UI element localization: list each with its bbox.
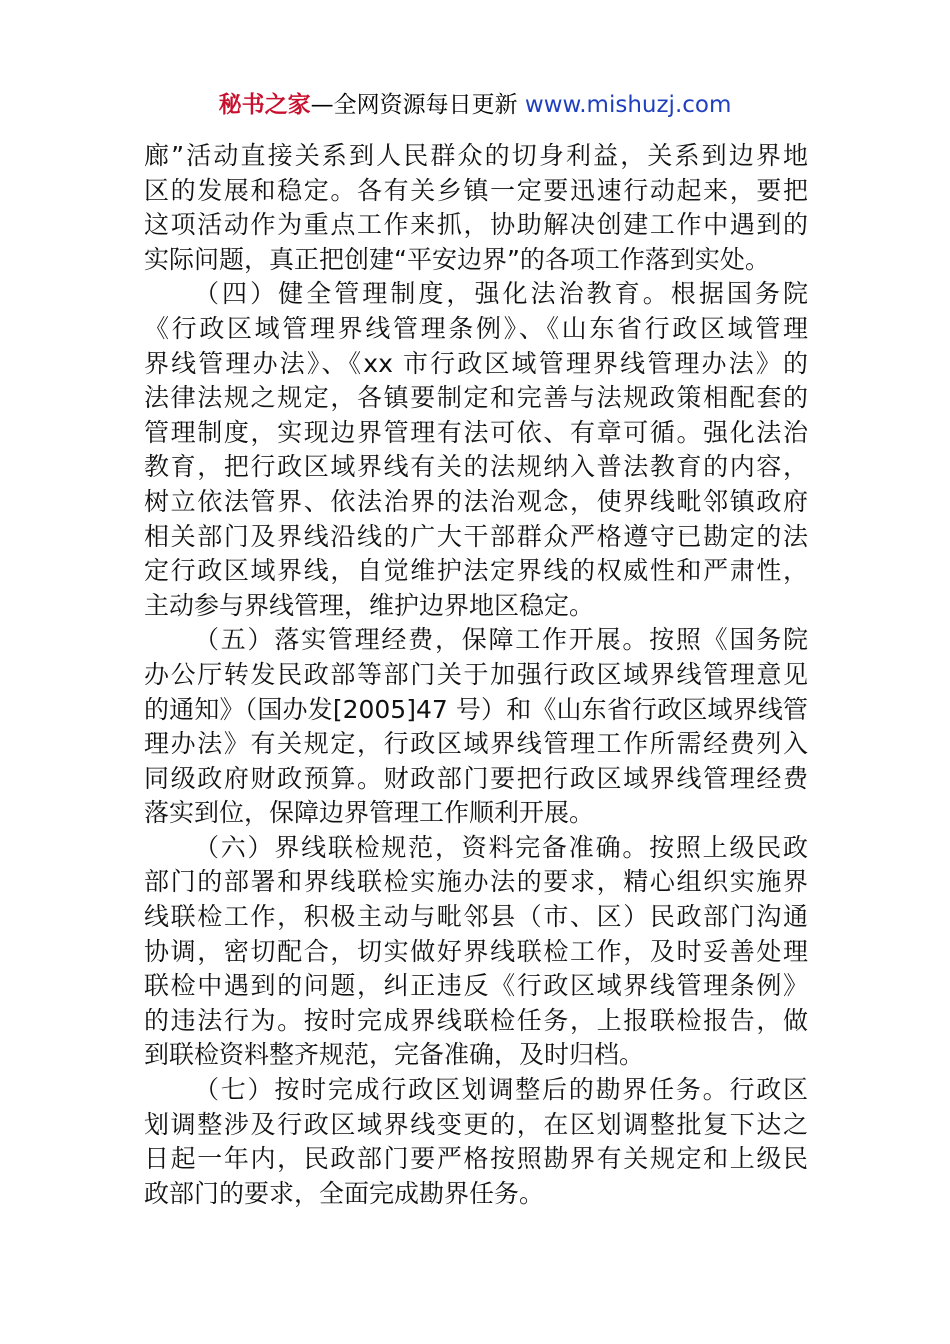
- text-line: （五）落实管理经费，保障工作开展。按照《国务院: [194, 625, 808, 655]
- text-line: 定行政区域界线，自觉维护法定界线的权威性和严肃性，: [144, 556, 808, 586]
- text-line: 相关部门及界线沿线的广大干部群众严格遵守已勘定的法: [144, 521, 808, 551]
- text-line: 管理制度，实现边界管理有法可依、有章可循。强化法治: [144, 417, 808, 447]
- text-line: 主动参与界线管理，维护边界地区稳定。: [144, 590, 595, 620]
- text-line: 同级政府财政预算。财政部门要把行政区域界线管理经费: [144, 763, 808, 793]
- page-header: [0, 88, 950, 122]
- text-line: 廊”活动直接关系到人民群众的切身利益，关系到边界地: [144, 141, 808, 170]
- header-url-link[interactable]: www.mishuzj.com: [524, 92, 732, 118]
- text-line: 的违法行为。按时完成界线联检任务，上报联检报告，做: [144, 1005, 808, 1035]
- text-line: 联检中遇到的问题，纠正违反《行政区域界线管理条例》: [144, 971, 808, 1001]
- text-line: 实际问题，真正把创建“平安边界”的各项工作落到实处。: [144, 244, 770, 274]
- text-line: 政部门的要求，全面完成勘界任务。: [144, 1178, 545, 1208]
- text-line: 协调，密切配合，切实做好界线联检工作，及时妥善处理: [144, 936, 808, 966]
- header-tagline: —全网资源每日更新: [310, 92, 525, 118]
- document-body: [144, 139, 808, 1211]
- header-brand: 秘书之家: [218, 92, 311, 118]
- text-line: 到联检资料整齐规范，完备准确，及时归档。: [144, 1040, 645, 1070]
- text-line: 树立依法管界、依法治界的法治观念，使界线毗邻镇政府: [144, 486, 808, 516]
- text-line: 《行政区域管理界线管理条例》、《山东省行政区域管理: [144, 313, 808, 343]
- text-line: （六）界线联检规范，资料完备准确。按照上级民政: [194, 832, 808, 862]
- text-line: （四）健全管理制度，强化法治教育。根据国务院: [194, 279, 808, 309]
- text-line: （七）按时完成行政区划调整后的勘界任务。行政区: [194, 1075, 808, 1105]
- paragraph-section-7: [144, 1073, 808, 1211]
- text-line: 划调整涉及行政区域界线变更的，在区划调整批复下达之: [144, 1109, 808, 1139]
- text-line: 线联检工作，积极主动与毗邻县（市、区）民政部门沟通: [144, 902, 808, 932]
- text-line: 区的发展和稳定。各有关乡镇一定要迅速行动起来，要把: [144, 175, 808, 205]
- text-line: 日起一年内，民政部门要严格按照勘界有关规定和上级民: [144, 1144, 808, 1174]
- text-line: 这项活动作为重点工作来抓，协助解决创建工作中遇到的: [144, 210, 808, 240]
- text-line: 部门的部署和界线联检实施办法的要求，精心组织实施界: [144, 867, 808, 897]
- text-line: 办公厅转发民政部等部门关于加强行政区域界线管理意见: [144, 659, 808, 689]
- text-line: 理办法》有关规定，行政区域界线管理工作所需经费列入: [144, 729, 808, 759]
- paragraph-section-6: [144, 831, 808, 1073]
- paragraph-section-4: [144, 277, 808, 623]
- paragraph-continuation: [144, 139, 808, 277]
- text-line: 界线管理办法》、《xx 市行政区域管理界线管理办法》的: [144, 348, 808, 378]
- text-line: 法律法规之规定，各镇要制定和完善与法规政策相配套的: [144, 383, 808, 413]
- text-line: 落实到位，保障边界管理工作顺利开展。: [144, 798, 595, 828]
- paragraph-section-5: [144, 623, 808, 831]
- text-line: 教育，把行政区域界线有关的法规纳入普法教育的内容，: [144, 452, 808, 482]
- text-line: 的通知》（国办发[2005]47 号）和《山东省行政区域界线管: [144, 694, 808, 724]
